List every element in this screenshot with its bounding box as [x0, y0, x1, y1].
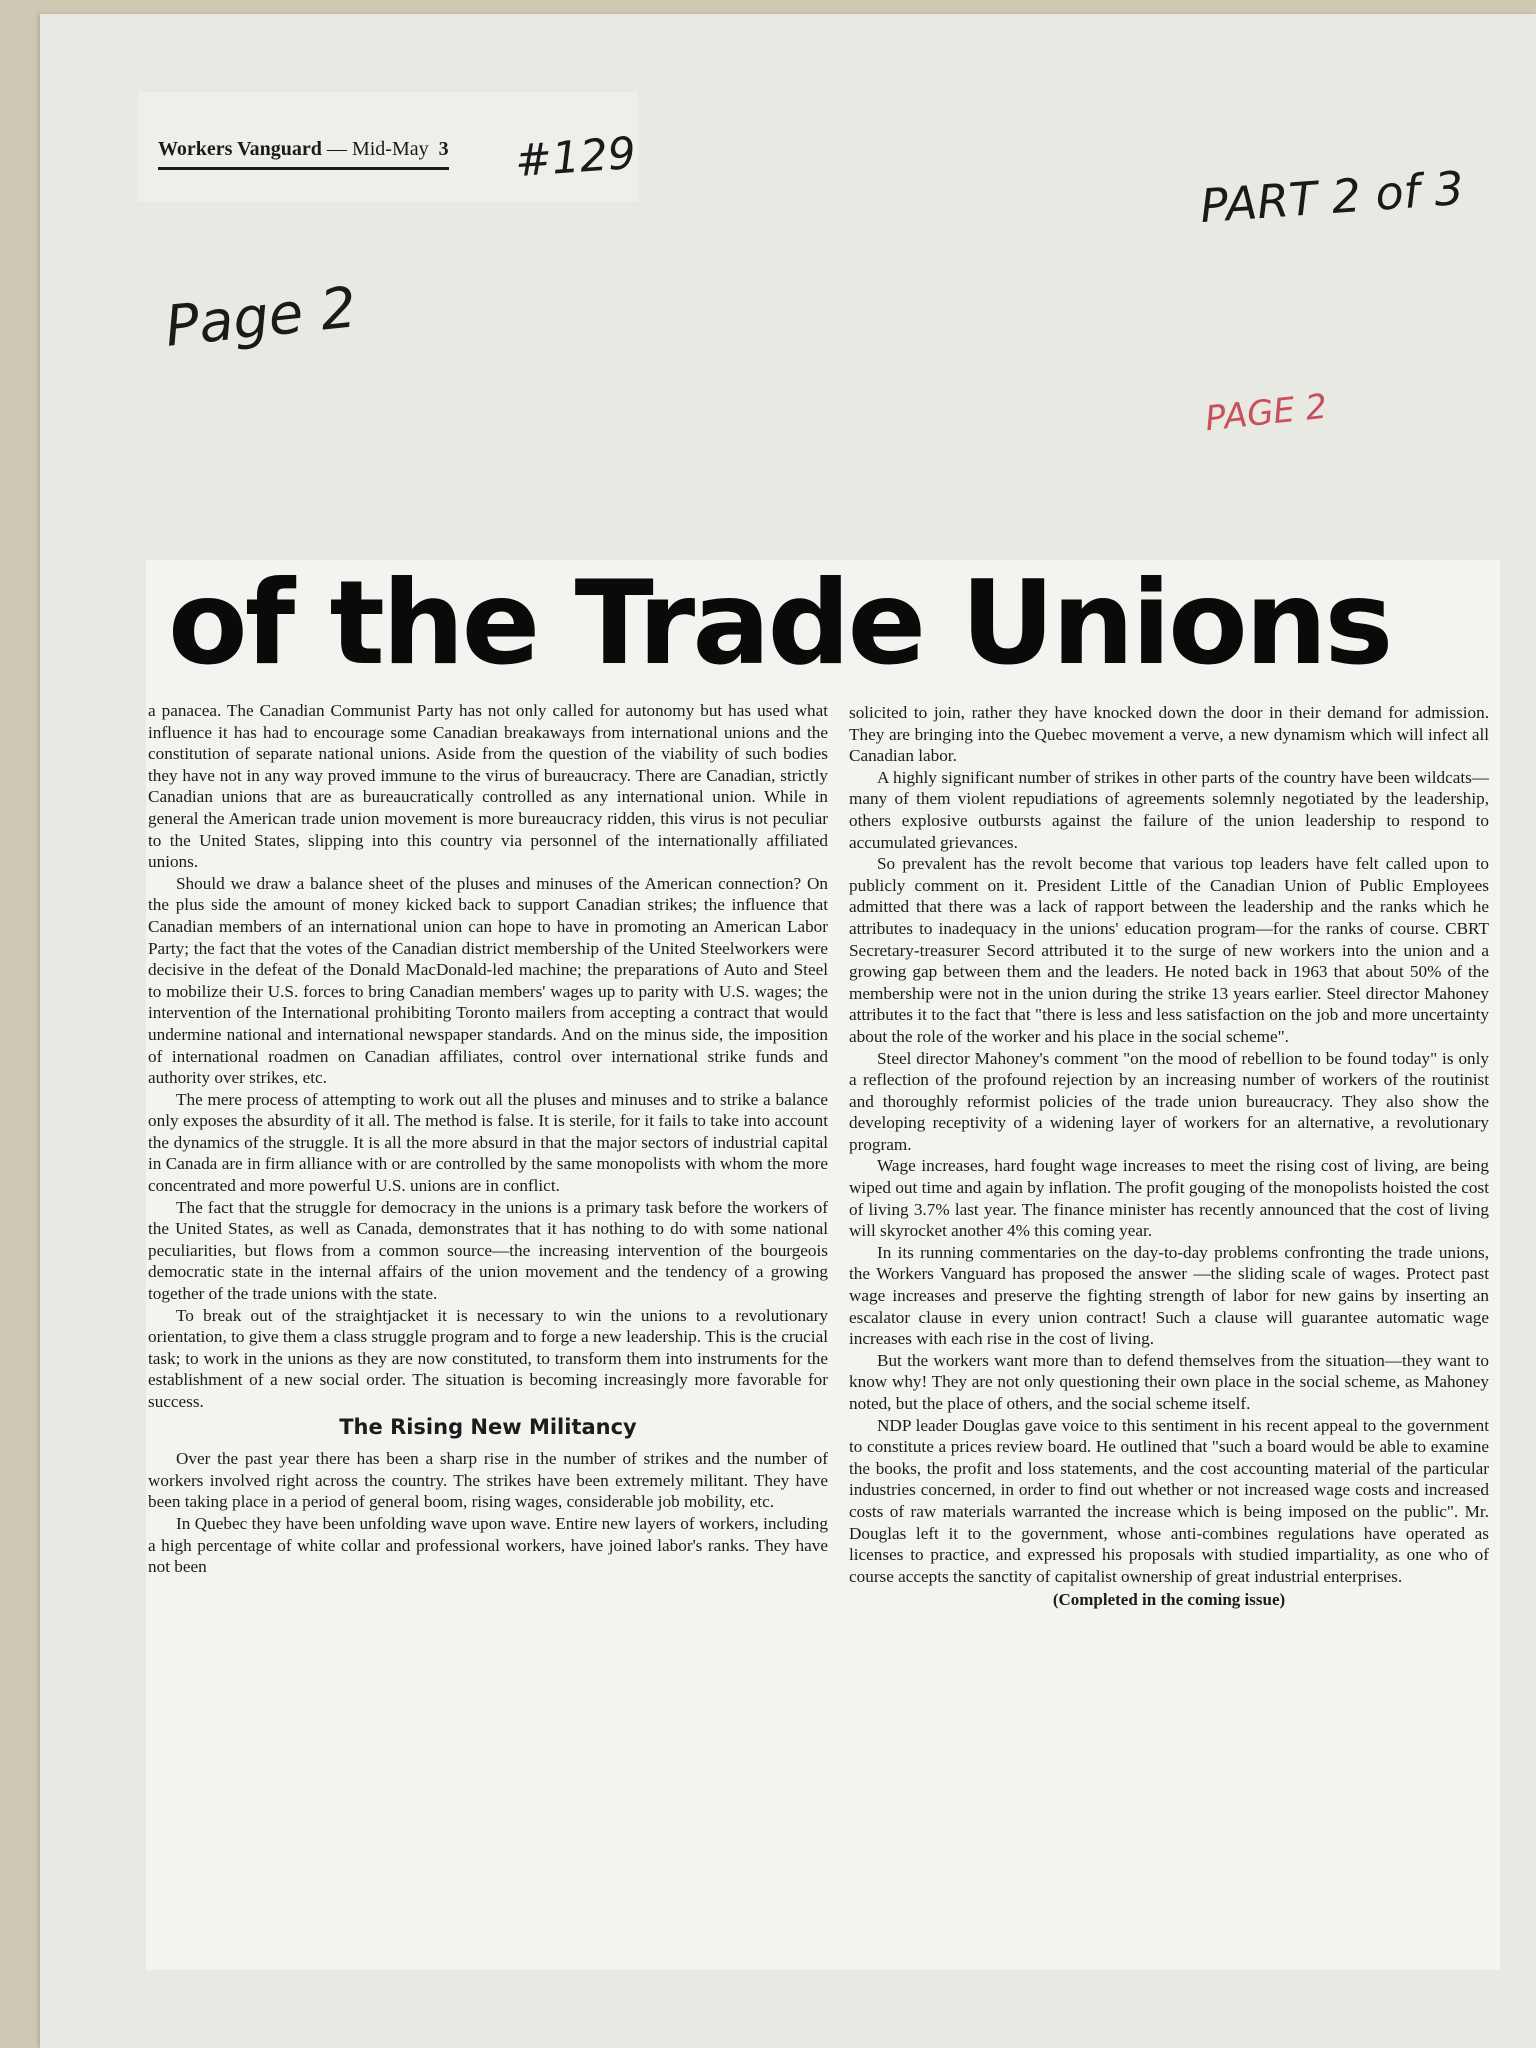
article-paragraph: The mere process of attempting to work out all the pluses and minuses and to strike a balance only exposes the absurdity of it all. The method is false. It is sterile, for it fails to take into account the dynamics of the struggle. It is all the more absurd in that the major sectors of industrial capital in Canada are in firm alliance with or are controlled by the same monopolists with whom the more concentrated and more powerful U.S. unions are in conflict. — [148, 1089, 828, 1196]
article-paragraph: So prevalent has the revolt become that various top leaders have felt called upon to publicly comment on it. President Little of the Canadian Union of Public Employees admitted that there was a lack of rapport between the leadership and the ranks which he attributes to inadequacy in the unions' education program—for the ranks of course. CBRT Secretary-treasurer Secord attributed it to the surge of new workers into the union and a growing gap between them and the leaders. He noted back in 1963 that about 50% of the membership were not in the union during the strike 13 years earlier. Steel director Mahoney attributes it to the fact that "there is less and less satisfaction on the job and more uncertainty about the role of the worker and his place in the social scheme". — [849, 854, 1489, 1046]
continuation-note: (Completed in the coming issue) — [1052, 1590, 1286, 1610]
article-paragraph: NDP leader Douglas gave voice to this sentiment in his recent appeal to the government to constitute a prices review board. He outlined that "such a board would be able to examine the books, the profit and loss statements, and the cost accounting material of the particular industries concerned, in order to find out whether or not increased wage costs and increased costs of raw materials warranted the increase which is being imposed on the public". Mr. Douglas left it to the government, whose anti-combines regulations have operated as licenses to practice, and expressed his proposals with studied impartiality, as one who of course accepts the sanctity of capitalist ownership of great industrial enterprises. — [849, 1415, 1489, 1586]
article-paragraph: Should we draw a balance sheet of the pluses and minuses of the American connection? On the plus side the amount of money kicked back to support Canadian strikes; the influence that Canadian members of an international union can hope to have in promoting an American Labor Party; the fact that the votes of the Canadian district membership of the United Steelworkers were decisive in the defeat of the Donald MacDonald-led machine; the preparations of Auto and Steel to mobilize their U.S. forces to bring Canadian members' wages up to parity with U.S. wages; the intervention of the International prohibiting Toronto mailers from accepting a contract that would undermine national and international newspaper standards. And on the minus side, the imposition of international roadmen on Canadian affiliates, control over international strike funds and authority over strikes, etc. — [148, 873, 828, 1088]
article-paragraph: In Quebec they have been unfolding wave upon wave. Entire new layers of workers, including a high percentage of white collar and professional workers, have joined labor's ranks. They have not been — [148, 1513, 828, 1577]
article-paragraph: Over the past year there has been a sharp rise in the number of strikes and the number of workers involved right across the country. The strikes have been extremely militant. They have been taking place in a period of general boom, rising wages, considerable job mobility, etc. — [148, 1449, 828, 1512]
masthead-issue: Mid-May — [351, 138, 429, 160]
article-paragraph: Steel director Mahoney's comment "on the mood of rebellion to be found today" is only a reflection of the profound rejection by an increasing number of workers of the routinist and thoroughly reformist policies of the trade union bureaucracy. They also show the developing receptivity of a widening layer of workers for an alternative, a revolutionary program. — [849, 1048, 1489, 1154]
article-headline: of the Trade Unions — [168, 556, 1391, 691]
masthead-separator: — — [326, 138, 347, 160]
article-paragraph: solicited to join, rather they have knocked down the door in their demand for admission. They are bringing into the Quebec movement a verve, a new dynamism which will infect all Canadian labor. — [849, 703, 1489, 766]
masthead — [158, 138, 449, 170]
article-paragraph: To break out of the straightjacket it is necessary to win the unions to a revolutionary orientation, to give them a class struggle program and to forge a new leadership. This is the crucial task; to work in the unions as they are now constituted, to transform them into instruments for the establishment of a new social order. The situation is becoming increasingly more favorable for success. — [148, 1305, 828, 1411]
article-paragraph: a panacea. The Canadian Communist Party has not only called for autonomy but has used what influence it has had to encourage some Canadian breakaways from international unions and the constitution of separate national unions. Aside from the question of the viability of such bodies they have not in any way proved immune to the virus of bureaucracy. There are Canadian, strictly Canadian unions that are as bureaucratically controlled as any international union. While in general the American trade union movement is more bureaucracy ridden, this virus is not peculiar to the United States, slipping into this country via personnel of the internationally affiliated unions. — [148, 701, 828, 872]
article-paragraph: The fact that the struggle for democracy in the unions is a primary task before the workers of the United States, as well as Canada, demonstrates that it has nothing to do with some national peculiarities, but flows from a common source—the increasing intervention of the bourgeois democratic state in the internal affairs of the union movement and the tendency of a growing together of the trade unions with the state. — [148, 1197, 828, 1304]
handwritten-page-note: Page 2 — [162, 275, 360, 360]
masthead-paper-name: Workers Vanguard — [158, 138, 322, 160]
handwritten-issue-number: #129 — [513, 127, 638, 188]
article-right-column — [849, 702, 1489, 1611]
masthead-page-number: 3 — [438, 138, 449, 160]
article-paragraph: A highly significant number of strikes in other parts of the country have been wildcats—many of them violent repudiations of agreements solemnly negotiated by the leadership, others explosive outbursts against the failure of the union leadership to respond to accumulated grievances. — [849, 767, 1489, 852]
article-subheading: The Rising New Militancy — [339, 1414, 637, 1439]
handwritten-page-note-red: PAGE 2 — [1203, 386, 1330, 440]
article-clipping — [146, 556, 1500, 1970]
article-left-column — [148, 700, 828, 1578]
article-paragraph: In its running commentaries on the day-to-day problems confronting the trade unions, the Workers Vanguard has proposed the answer —the sliding scale of wages. Protect past wage increases and preserve the fighting strength of labor for new gains by inserting an escalator clause in every union contract! Such a clause will guarantee automatic wage increases with each rise in the cost of living. — [849, 1242, 1489, 1349]
article-paragraph: Wage increases, hard fought wage increases to meet the rising cost of living, are being wiped out time and again by inflation. The profit gouging of the monopolists hoisted the cost of living 3.7% last year. The finance minister has recently announced that the cost of living will skyrocket another 4% this coming year. — [849, 1156, 1489, 1241]
article-paragraph: But the workers want more than to defend themselves from the situation—they want to know why! They are not only questioning their own place in the social scheme, as Mahoney noted, but the place of others, and the social scheme itself. — [849, 1350, 1489, 1413]
handwritten-part-note: PART 2 of 3 — [1198, 160, 1466, 234]
